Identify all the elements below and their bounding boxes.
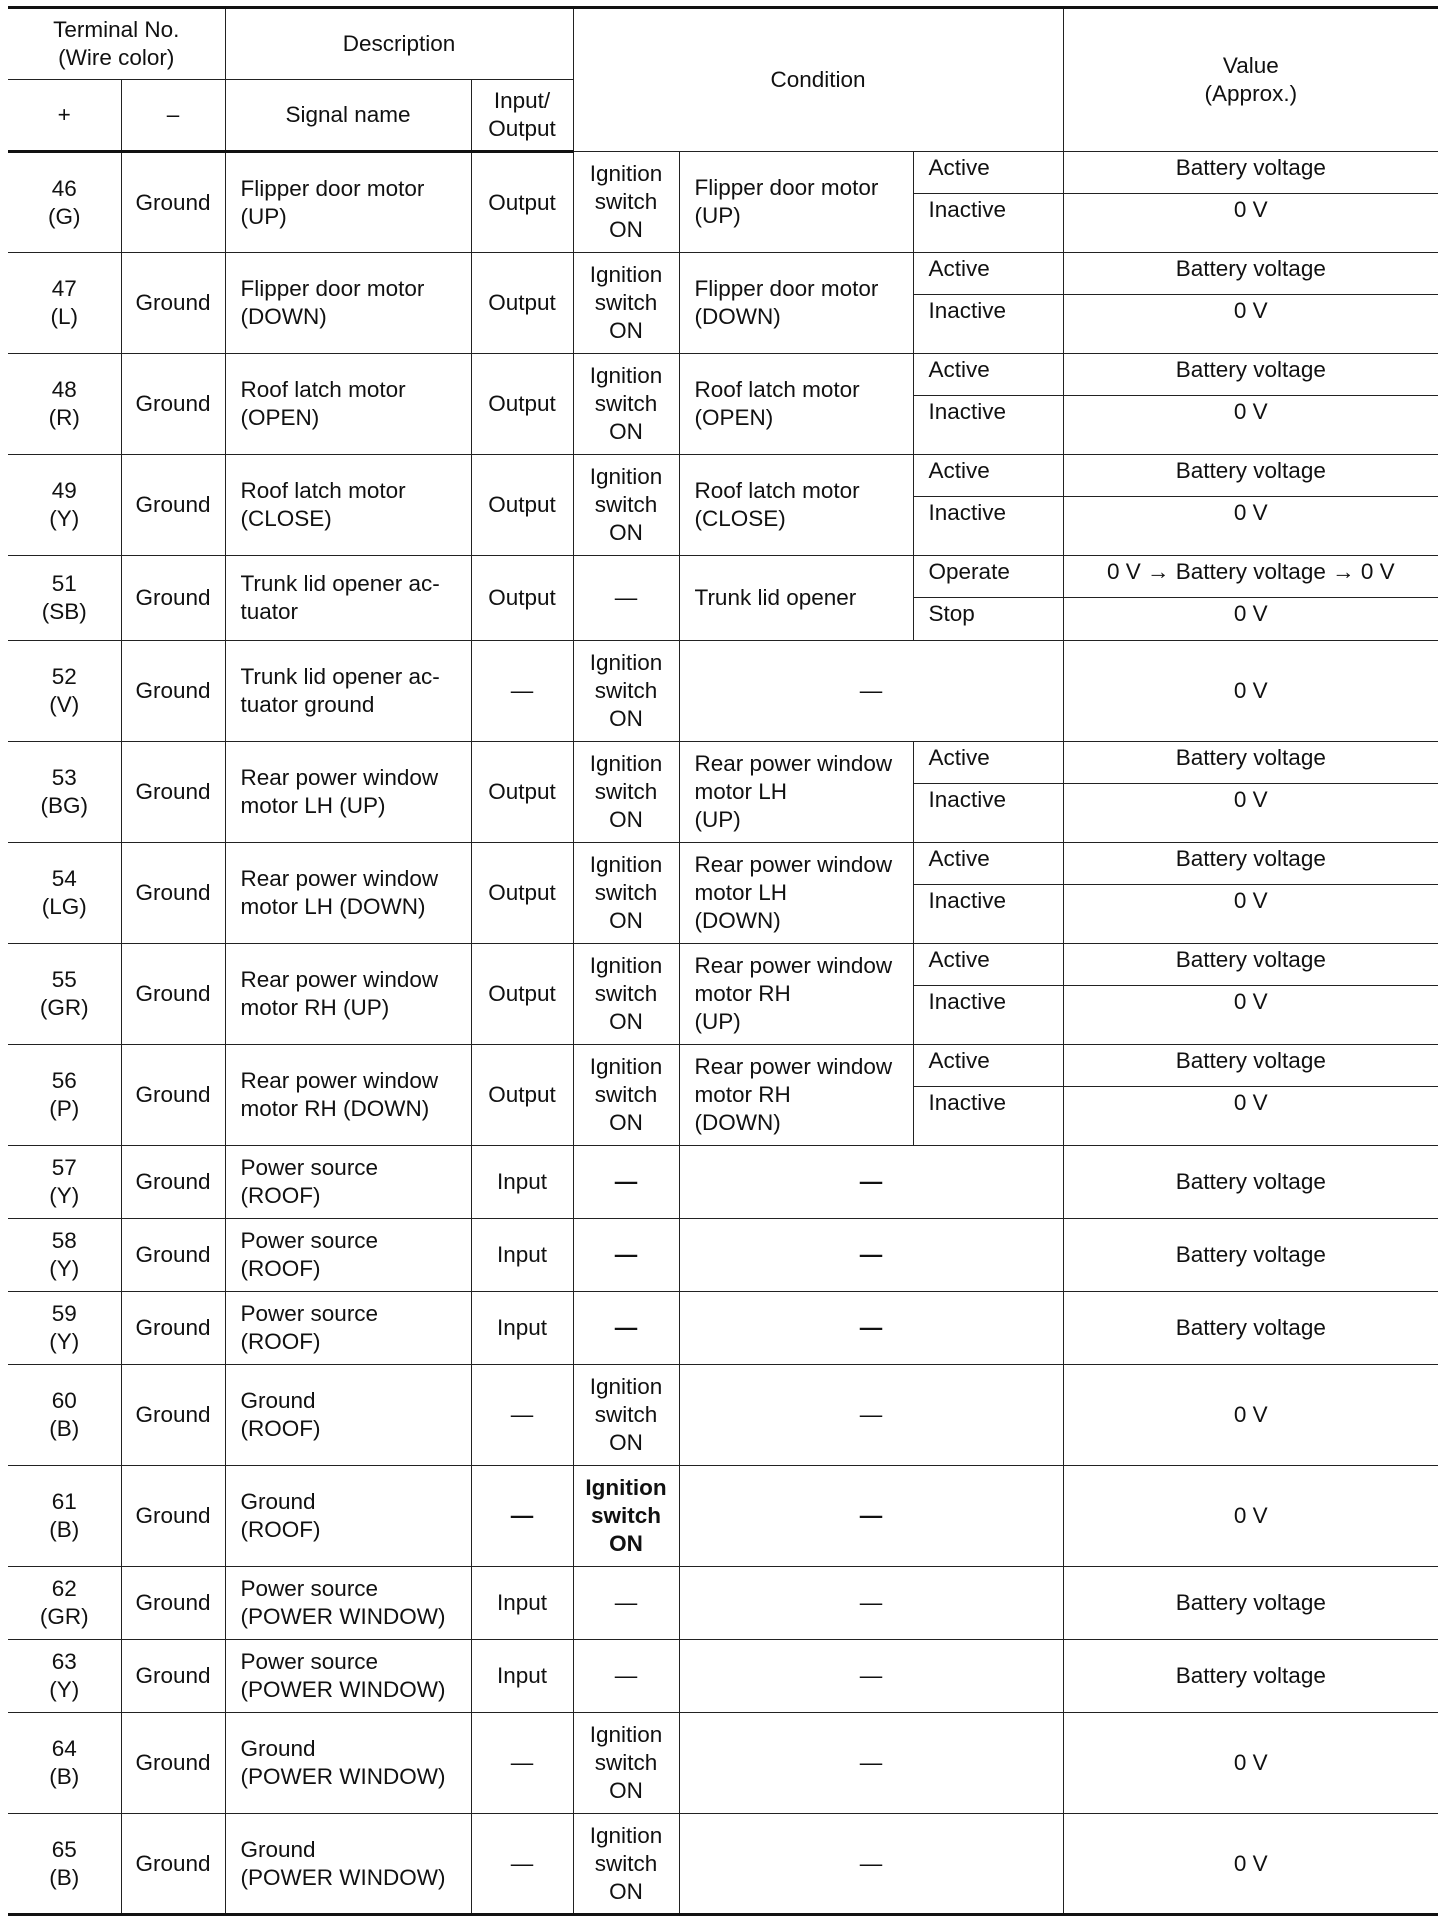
terminal-cell: 59 (Y) [8, 1292, 121, 1365]
ground-cell: Ground [121, 1567, 225, 1640]
ground-cell: Ground [121, 1713, 225, 1814]
state-cell: Active [913, 843, 1063, 885]
table-row [8, 1640, 1438, 1713]
condition-cell: — [679, 1640, 1063, 1713]
ignition-cell: Ignition switch ON [573, 152, 679, 253]
terminal-cell: 51 (SB) [8, 556, 121, 641]
state-cell: Active [913, 253, 1063, 295]
table-row [8, 1567, 1438, 1640]
condition-cell: — [679, 1814, 1063, 1915]
table-row [8, 1219, 1438, 1292]
terminal-cell: 49 (Y) [8, 455, 121, 556]
state-cell: Inactive [913, 497, 1063, 556]
input-output-cell: — [471, 1466, 573, 1567]
terminal-cell: 48 (R) [8, 354, 121, 455]
condition-cell: — [679, 1292, 1063, 1365]
ignition-cell: Ignition switch ON [573, 944, 679, 1045]
signal-name-cell: Rear power window motor LH (UP) [225, 742, 471, 843]
input-output-cell: — [471, 1814, 573, 1915]
value-cell: 0 V [1063, 784, 1438, 843]
condition-cell: Flipper door motor (DOWN) [679, 253, 913, 354]
ground-cell: Ground [121, 455, 225, 556]
state-cell: Active [913, 354, 1063, 396]
value-cell: 0 V [1063, 1365, 1438, 1466]
ignition-cell: Ignition switch ON [573, 455, 679, 556]
signal-name-cell: Power source (ROOF) [225, 1219, 471, 1292]
header-plus: + [8, 80, 121, 152]
signal-name-cell: Power source (POWER WINDOW) [225, 1567, 471, 1640]
header-condition: Condition [573, 8, 1063, 152]
signal-name-cell: Rear power window motor RH (DOWN) [225, 1045, 471, 1146]
table-row [8, 1292, 1438, 1365]
input-output-cell: Input [471, 1219, 573, 1292]
input-output-cell: — [471, 1365, 573, 1466]
ground-cell: Ground [121, 1292, 225, 1365]
table-row [8, 152, 1438, 194]
table-body [8, 152, 1438, 1915]
ground-cell: Ground [121, 1045, 225, 1146]
input-output-cell: Output [471, 556, 573, 641]
state-cell: Operate [913, 556, 1063, 598]
ignition-cell: — [573, 1146, 679, 1219]
table-row [8, 556, 1438, 598]
input-output-cell: — [471, 1713, 573, 1814]
terminal-cell: 61 (B) [8, 1466, 121, 1567]
terminal-table-container [8, 6, 1438, 1916]
value-cell: 0 V [1063, 497, 1438, 556]
input-output-cell: Output [471, 1045, 573, 1146]
value-cell: Battery voltage [1063, 1567, 1438, 1640]
condition-cell: — [679, 1219, 1063, 1292]
terminal-cell: 63 (Y) [8, 1640, 121, 1713]
state-cell: Inactive [913, 194, 1063, 253]
input-output-cell: Output [471, 152, 573, 253]
terminal-cell: 56 (P) [8, 1045, 121, 1146]
table-row [8, 843, 1438, 885]
input-output-cell: Output [471, 944, 573, 1045]
condition-cell: Flipper door motor (UP) [679, 152, 913, 253]
value-cell: Battery voltage [1063, 455, 1438, 497]
state-cell: Active [913, 152, 1063, 194]
input-output-cell: Output [471, 742, 573, 843]
state-cell: Inactive [913, 885, 1063, 944]
terminal-cell: 55 (GR) [8, 944, 121, 1045]
signal-name-cell: Rear power window motor RH (UP) [225, 944, 471, 1045]
ground-cell: Ground [121, 1146, 225, 1219]
terminal-cell: 57 (Y) [8, 1146, 121, 1219]
ground-cell: Ground [121, 843, 225, 944]
condition-cell: — [679, 1146, 1063, 1219]
ignition-cell: Ignition switch ON [573, 354, 679, 455]
signal-name-cell: Rear power window motor LH (DOWN) [225, 843, 471, 944]
ignition-cell: Ignition switch ON [573, 1365, 679, 1466]
ignition-cell: — [573, 1292, 679, 1365]
ignition-cell: Ignition switch ON [573, 641, 679, 742]
input-output-cell: — [471, 641, 573, 742]
signal-name-cell: Ground (ROOF) [225, 1466, 471, 1567]
ignition-cell: — [573, 1219, 679, 1292]
header-input-output: Input/ Output [471, 80, 573, 152]
table-row [8, 354, 1438, 396]
terminal-cell: 54 (LG) [8, 843, 121, 944]
value-cell: 0 V → Battery voltage → 0 V [1063, 556, 1438, 598]
value-cell: Battery voltage [1063, 1146, 1438, 1219]
value-cell: 0 V [1063, 598, 1438, 641]
value-cell: Battery voltage [1063, 1219, 1438, 1292]
ground-cell: Ground [121, 556, 225, 641]
signal-name-cell: Roof latch motor (OPEN) [225, 354, 471, 455]
input-output-cell: Output [471, 455, 573, 556]
condition-cell: Roof latch motor (CLOSE) [679, 455, 913, 556]
signal-name-cell: Power source (ROOF) [225, 1146, 471, 1219]
state-cell: Active [913, 742, 1063, 784]
condition-cell: Rear power window motor LH (UP) [679, 742, 913, 843]
ignition-cell: Ignition switch ON [573, 1045, 679, 1146]
value-cell: 0 V [1063, 396, 1438, 455]
header-description: Description [225, 8, 573, 80]
ignition-cell: Ignition switch ON [573, 742, 679, 843]
ignition-cell: Ignition switch ON [573, 843, 679, 944]
ignition-cell: — [573, 556, 679, 641]
terminal-cell: 60 (B) [8, 1365, 121, 1466]
table-row [8, 944, 1438, 986]
state-cell: Active [913, 1045, 1063, 1087]
terminal-cell: 46 (G) [8, 152, 121, 253]
value-cell: Battery voltage [1063, 1640, 1438, 1713]
state-cell: Inactive [913, 1087, 1063, 1146]
condition-cell: — [679, 641, 1063, 742]
table-row [8, 1466, 1438, 1567]
value-cell: 0 V [1063, 1087, 1438, 1146]
condition-cell: — [679, 1365, 1063, 1466]
terminal-cell: 47 (L) [8, 253, 121, 354]
state-cell: Active [913, 455, 1063, 497]
terminal-cell: 64 (B) [8, 1713, 121, 1814]
ground-cell: Ground [121, 1640, 225, 1713]
state-cell: Inactive [913, 986, 1063, 1045]
table-row [8, 1146, 1438, 1219]
value-cell: Battery voltage [1063, 1292, 1438, 1365]
input-output-cell: Input [471, 1146, 573, 1219]
condition-cell: Rear power window motor RH (UP) [679, 944, 913, 1045]
value-cell: 0 V [1063, 986, 1438, 1045]
condition-cell: — [679, 1713, 1063, 1814]
value-cell: Battery voltage [1063, 354, 1438, 396]
condition-cell: Rear power window motor LH (DOWN) [679, 843, 913, 944]
ignition-cell: Ignition switch ON [573, 1713, 679, 1814]
value-cell: Battery voltage [1063, 843, 1438, 885]
signal-name-cell: Flipper door motor (DOWN) [225, 253, 471, 354]
signal-name-cell: Flipper door motor (UP) [225, 152, 471, 253]
table-row [8, 1814, 1438, 1915]
ground-cell: Ground [121, 354, 225, 455]
state-cell: Inactive [913, 784, 1063, 843]
header-signal-name: Signal name [225, 80, 471, 152]
state-cell: Stop [913, 598, 1063, 641]
terminal-cell: 62 (GR) [8, 1567, 121, 1640]
input-output-cell: Output [471, 843, 573, 944]
ground-cell: Ground [121, 944, 225, 1045]
ground-cell: Ground [121, 1219, 225, 1292]
signal-name-cell: Trunk lid opener ac- tuator [225, 556, 471, 641]
ground-cell: Ground [121, 641, 225, 742]
state-cell: Active [913, 944, 1063, 986]
ignition-cell: — [573, 1640, 679, 1713]
signal-name-cell: Trunk lid opener ac- tuator ground [225, 641, 471, 742]
ground-cell: Ground [121, 152, 225, 253]
terminal-cell: 52 (V) [8, 641, 121, 742]
state-cell: Inactive [913, 295, 1063, 354]
ignition-cell: Ignition switch ON [573, 1466, 679, 1567]
ignition-cell: Ignition switch ON [573, 253, 679, 354]
signal-name-cell: Ground (POWER WINDOW) [225, 1814, 471, 1915]
ignition-cell: — [573, 1567, 679, 1640]
condition-cell: Rear power window motor RH (DOWN) [679, 1045, 913, 1146]
signal-name-cell: Ground (ROOF) [225, 1365, 471, 1466]
value-cell: 0 V [1063, 1814, 1438, 1915]
table-row [8, 641, 1438, 742]
table-row [8, 1713, 1438, 1814]
signal-name-cell: Ground (POWER WINDOW) [225, 1713, 471, 1814]
table-row [8, 455, 1438, 497]
signal-name-cell: Power source (ROOF) [225, 1292, 471, 1365]
table-header [8, 8, 1438, 152]
ground-cell: Ground [121, 742, 225, 843]
input-output-cell: Input [471, 1640, 573, 1713]
value-cell: 0 V [1063, 194, 1438, 253]
ground-cell: Ground [121, 1814, 225, 1915]
input-output-cell: Output [471, 253, 573, 354]
table-row [8, 1045, 1438, 1087]
condition-cell: — [679, 1567, 1063, 1640]
ground-cell: Ground [121, 253, 225, 354]
header-minus: – [121, 80, 225, 152]
input-output-cell: Input [471, 1567, 573, 1640]
ground-cell: Ground [121, 1365, 225, 1466]
value-cell: 0 V [1063, 295, 1438, 354]
signal-name-cell: Power source (POWER WINDOW) [225, 1640, 471, 1713]
value-cell: Battery voltage [1063, 944, 1438, 986]
terminal-cell: 65 (B) [8, 1814, 121, 1915]
table-row [8, 253, 1438, 295]
ground-cell: Ground [121, 1466, 225, 1567]
signal-name-cell: Roof latch motor (CLOSE) [225, 455, 471, 556]
condition-cell: Roof latch motor (OPEN) [679, 354, 913, 455]
value-cell: 0 V [1063, 1466, 1438, 1567]
value-cell: 0 V [1063, 641, 1438, 742]
terminal-cell: 58 (Y) [8, 1219, 121, 1292]
terminal-table [8, 6, 1438, 1916]
terminal-cell: 53 (BG) [8, 742, 121, 843]
condition-cell: Trunk lid opener [679, 556, 913, 641]
value-cell: Battery voltage [1063, 1045, 1438, 1087]
value-cell: 0 V [1063, 885, 1438, 944]
input-output-cell: Output [471, 354, 573, 455]
header-terminal: Terminal No. (Wire color) [8, 8, 225, 80]
value-cell: Battery voltage [1063, 253, 1438, 295]
ignition-cell: Ignition switch ON [573, 1814, 679, 1915]
input-output-cell: Input [471, 1292, 573, 1365]
state-cell: Inactive [913, 396, 1063, 455]
value-cell: Battery voltage [1063, 152, 1438, 194]
value-cell: Battery voltage [1063, 742, 1438, 784]
table-row [8, 1365, 1438, 1466]
table-row [8, 742, 1438, 784]
header-value: Value (Approx.) [1063, 8, 1438, 152]
condition-cell: — [679, 1466, 1063, 1567]
value-cell: 0 V [1063, 1713, 1438, 1814]
